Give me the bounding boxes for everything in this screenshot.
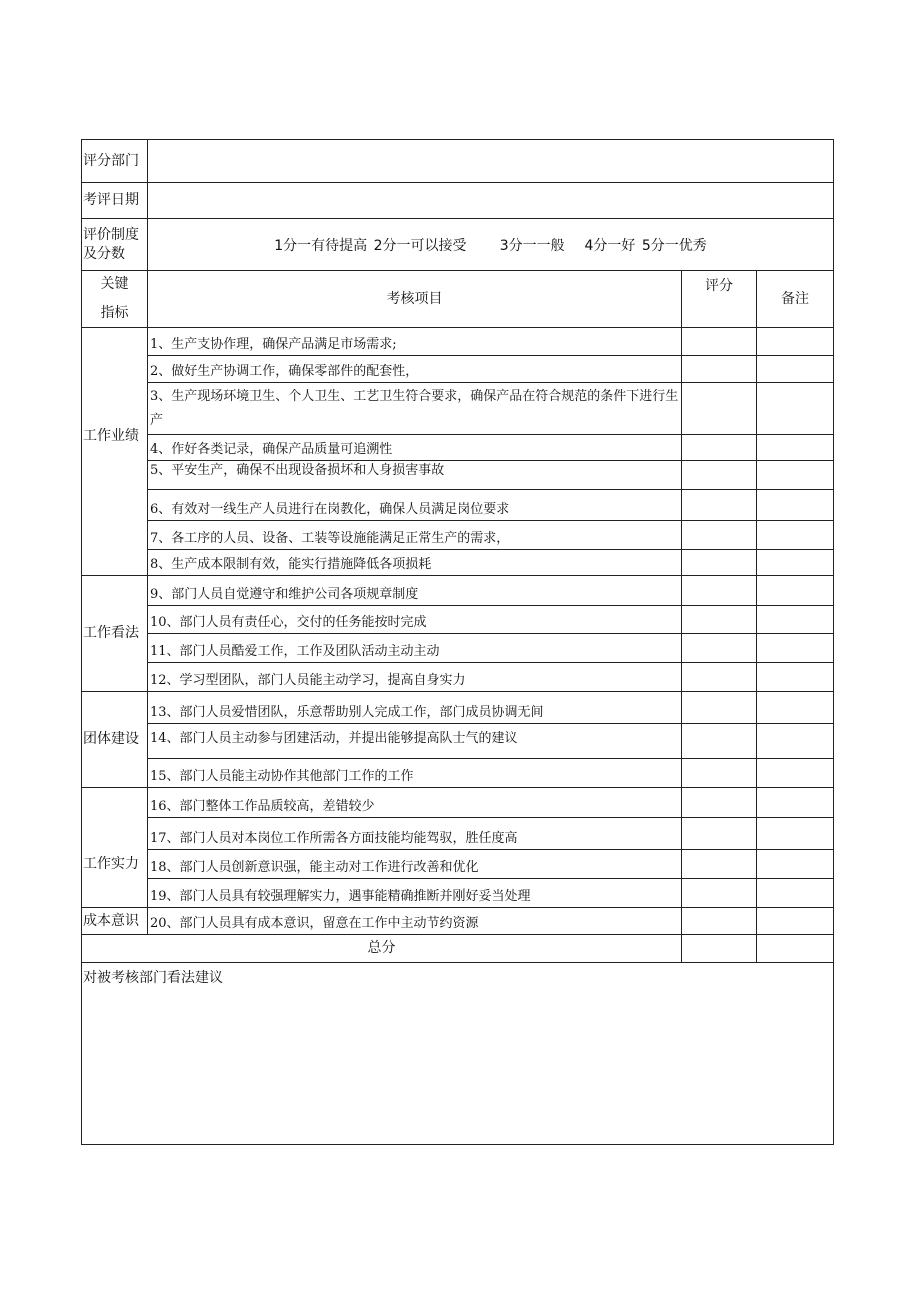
scale-4: 4分一好 — [584, 238, 636, 255]
remark-cell[interactable] — [757, 383, 834, 435]
remark-cell[interactable] — [757, 818, 834, 850]
table-row — [82, 461, 834, 490]
scale-2: 2分一可以接受 — [373, 238, 467, 255]
scale-label-line1: 评价制度 — [83, 226, 139, 243]
item-6: 6、有效对一线生产人员进行在岗教化，确保人员满足岗位要求 — [148, 490, 682, 521]
category-ability: 工作实力 — [82, 788, 148, 908]
scale-3: 3分一一般 — [499, 238, 565, 255]
score-header: 评分 — [682, 271, 757, 328]
remark-cell[interactable] — [757, 328, 834, 356]
table-row — [82, 759, 834, 788]
item-9: 9、部门人员自觉遵守和维护公司各项规章制度 — [148, 576, 682, 606]
score-cell[interactable] — [682, 490, 757, 521]
suggestion-field[interactable] — [82, 963, 834, 1145]
score-cell[interactable] — [682, 818, 757, 850]
score-cell[interactable] — [682, 576, 757, 606]
table-row — [82, 788, 834, 818]
item-13: 13、部门人员爱惜团队，乐意帮助别人完成工作，部门成员协调无间 — [148, 692, 682, 724]
date-row — [82, 183, 834, 219]
table-row — [82, 576, 834, 606]
item-1: 1、生产支协作理，确保产品满足市场需求; — [148, 328, 682, 356]
category-performance: 工作业绩 — [82, 328, 148, 576]
remark-cell[interactable] — [757, 788, 834, 818]
item-12: 12、学习型团队，部门人员能主动学习，提高自身实力 — [148, 663, 682, 692]
item-14: 14、部门人员主动参与团建活动，并提出能够提高队士气的建议 — [148, 724, 682, 759]
item-16: 16、部门整体工作品质较高，差错较少 — [148, 788, 682, 818]
total-remark-cell[interactable] — [757, 935, 834, 963]
remark-cell[interactable] — [757, 908, 834, 935]
category-cost: 成本意识 — [82, 908, 148, 935]
remark-cell[interactable] — [757, 692, 834, 724]
remark-cell[interactable] — [757, 356, 834, 383]
score-cell[interactable] — [682, 521, 757, 550]
score-cell[interactable] — [682, 356, 757, 383]
table-row — [82, 908, 834, 935]
item-8: 8、生产成本限制有效，能实行措施降低各项损耗 — [148, 550, 682, 576]
table-row — [82, 435, 834, 461]
score-cell[interactable] — [682, 606, 757, 634]
remark-cell[interactable] — [757, 521, 834, 550]
remark-cell[interactable] — [757, 576, 834, 606]
suggestion-label: 对被考核部门看法建议 — [83, 970, 223, 986]
table-row — [82, 490, 834, 521]
scale-row — [82, 219, 834, 271]
table-row — [82, 521, 834, 550]
score-cell[interactable] — [682, 850, 757, 879]
item-3: 3、生产现场环境卫生、个人卫生、工艺卫生符合要求，确保产品在符合规范的条件下进行生产 — [148, 383, 682, 435]
table-row — [82, 724, 834, 759]
item-2: 2、做好生产协调工作，确保零部件的配套性， — [148, 356, 682, 383]
kpi-header-line2: 指标 — [100, 305, 129, 321]
scale-description — [148, 219, 834, 271]
item-header: 考核项目 — [148, 271, 682, 328]
item-5: 5、平安生产，确保不出现设备损坏和人身损害事故 — [148, 461, 682, 490]
dept-label: 评分部门 — [82, 140, 148, 183]
score-cell[interactable] — [682, 328, 757, 356]
table-row — [82, 356, 834, 383]
table-row — [82, 879, 834, 908]
remark-header: 备注 — [757, 271, 834, 328]
item-19: 19、部门人员具有较强理解实力，遇事能精确推断并刚好妥当处理 — [148, 879, 682, 908]
total-row — [82, 935, 834, 963]
remark-cell[interactable] — [757, 550, 834, 576]
item-4: 4、作好各类记录，确保产品质量可追溯性 — [148, 435, 682, 461]
score-cell[interactable] — [682, 461, 757, 490]
item-18: 18、部门人员创新意识强，能主动对工作进行改善和优化 — [148, 850, 682, 879]
table-row — [82, 634, 834, 663]
item-15: 15、部门人员能主动协作其他部门工作的工作 — [148, 759, 682, 788]
score-cell[interactable] — [682, 383, 757, 435]
remark-cell[interactable] — [757, 634, 834, 663]
item-7: 7、各工序的人员、设备、工装等设施能满足正常生产的需求， — [148, 521, 682, 550]
date-value-field[interactable] — [148, 183, 834, 219]
score-cell[interactable] — [682, 663, 757, 692]
score-cell[interactable] — [682, 759, 757, 788]
dept-row — [82, 140, 834, 183]
total-score-cell[interactable] — [682, 935, 757, 963]
table-row — [82, 850, 834, 879]
table-row — [82, 383, 834, 435]
remark-cell[interactable] — [757, 879, 834, 908]
kpi-header-line1: 关键 — [100, 276, 129, 293]
category-team: 团体建设 — [82, 692, 148, 788]
scale-5: 5分一优秀 — [641, 238, 707, 255]
category-attitude: 工作看法 — [82, 576, 148, 692]
remark-cell[interactable] — [757, 724, 834, 759]
item-20: 20、部门人员具有成本意识，留意在工作中主动节约资源 — [148, 908, 682, 935]
total-label: 总分 — [82, 935, 682, 963]
suggestion-row — [82, 963, 834, 1145]
dept-value-field[interactable] — [148, 140, 834, 183]
item-11: 11、部门人员酷爱工作，工作及团队活动主动主动 — [148, 634, 682, 663]
score-cell[interactable] — [682, 435, 757, 461]
score-cell[interactable] — [682, 879, 757, 908]
remark-cell[interactable] — [757, 759, 834, 788]
table-row — [82, 692, 834, 724]
table-row — [82, 606, 834, 634]
table-row — [82, 328, 834, 356]
table-row — [82, 663, 834, 692]
evaluation-table — [81, 139, 834, 1145]
scale-label-line2: 及分数 — [83, 245, 125, 262]
score-cell[interactable] — [682, 692, 757, 724]
item-10: 10、部门人员有责任心，交付的任务能按时完成 — [148, 606, 682, 634]
remark-cell[interactable] — [757, 606, 834, 634]
scale-label — [82, 219, 148, 271]
remark-cell[interactable] — [757, 663, 834, 692]
remark-cell[interactable] — [757, 435, 834, 461]
item-17: 17、部门人员对本岗位工作所需各方面技能均能驾驭，胜任度高 — [148, 818, 682, 850]
scale-1: 1分一有待提高 — [274, 238, 368, 255]
score-cell[interactable] — [682, 634, 757, 663]
score-cell[interactable] — [682, 724, 757, 759]
score-cell[interactable] — [682, 550, 757, 576]
date-label: 考评日期 — [82, 183, 148, 219]
table-row — [82, 818, 834, 850]
kpi-header — [82, 271, 148, 328]
remark-cell[interactable] — [757, 850, 834, 879]
column-header-row — [82, 271, 834, 328]
score-cell[interactable] — [682, 908, 757, 935]
table-row — [82, 550, 834, 576]
score-cell[interactable] — [682, 788, 757, 818]
evaluation-form — [81, 139, 833, 1145]
remark-cell[interactable] — [757, 490, 834, 521]
remark-cell[interactable] — [757, 461, 834, 490]
